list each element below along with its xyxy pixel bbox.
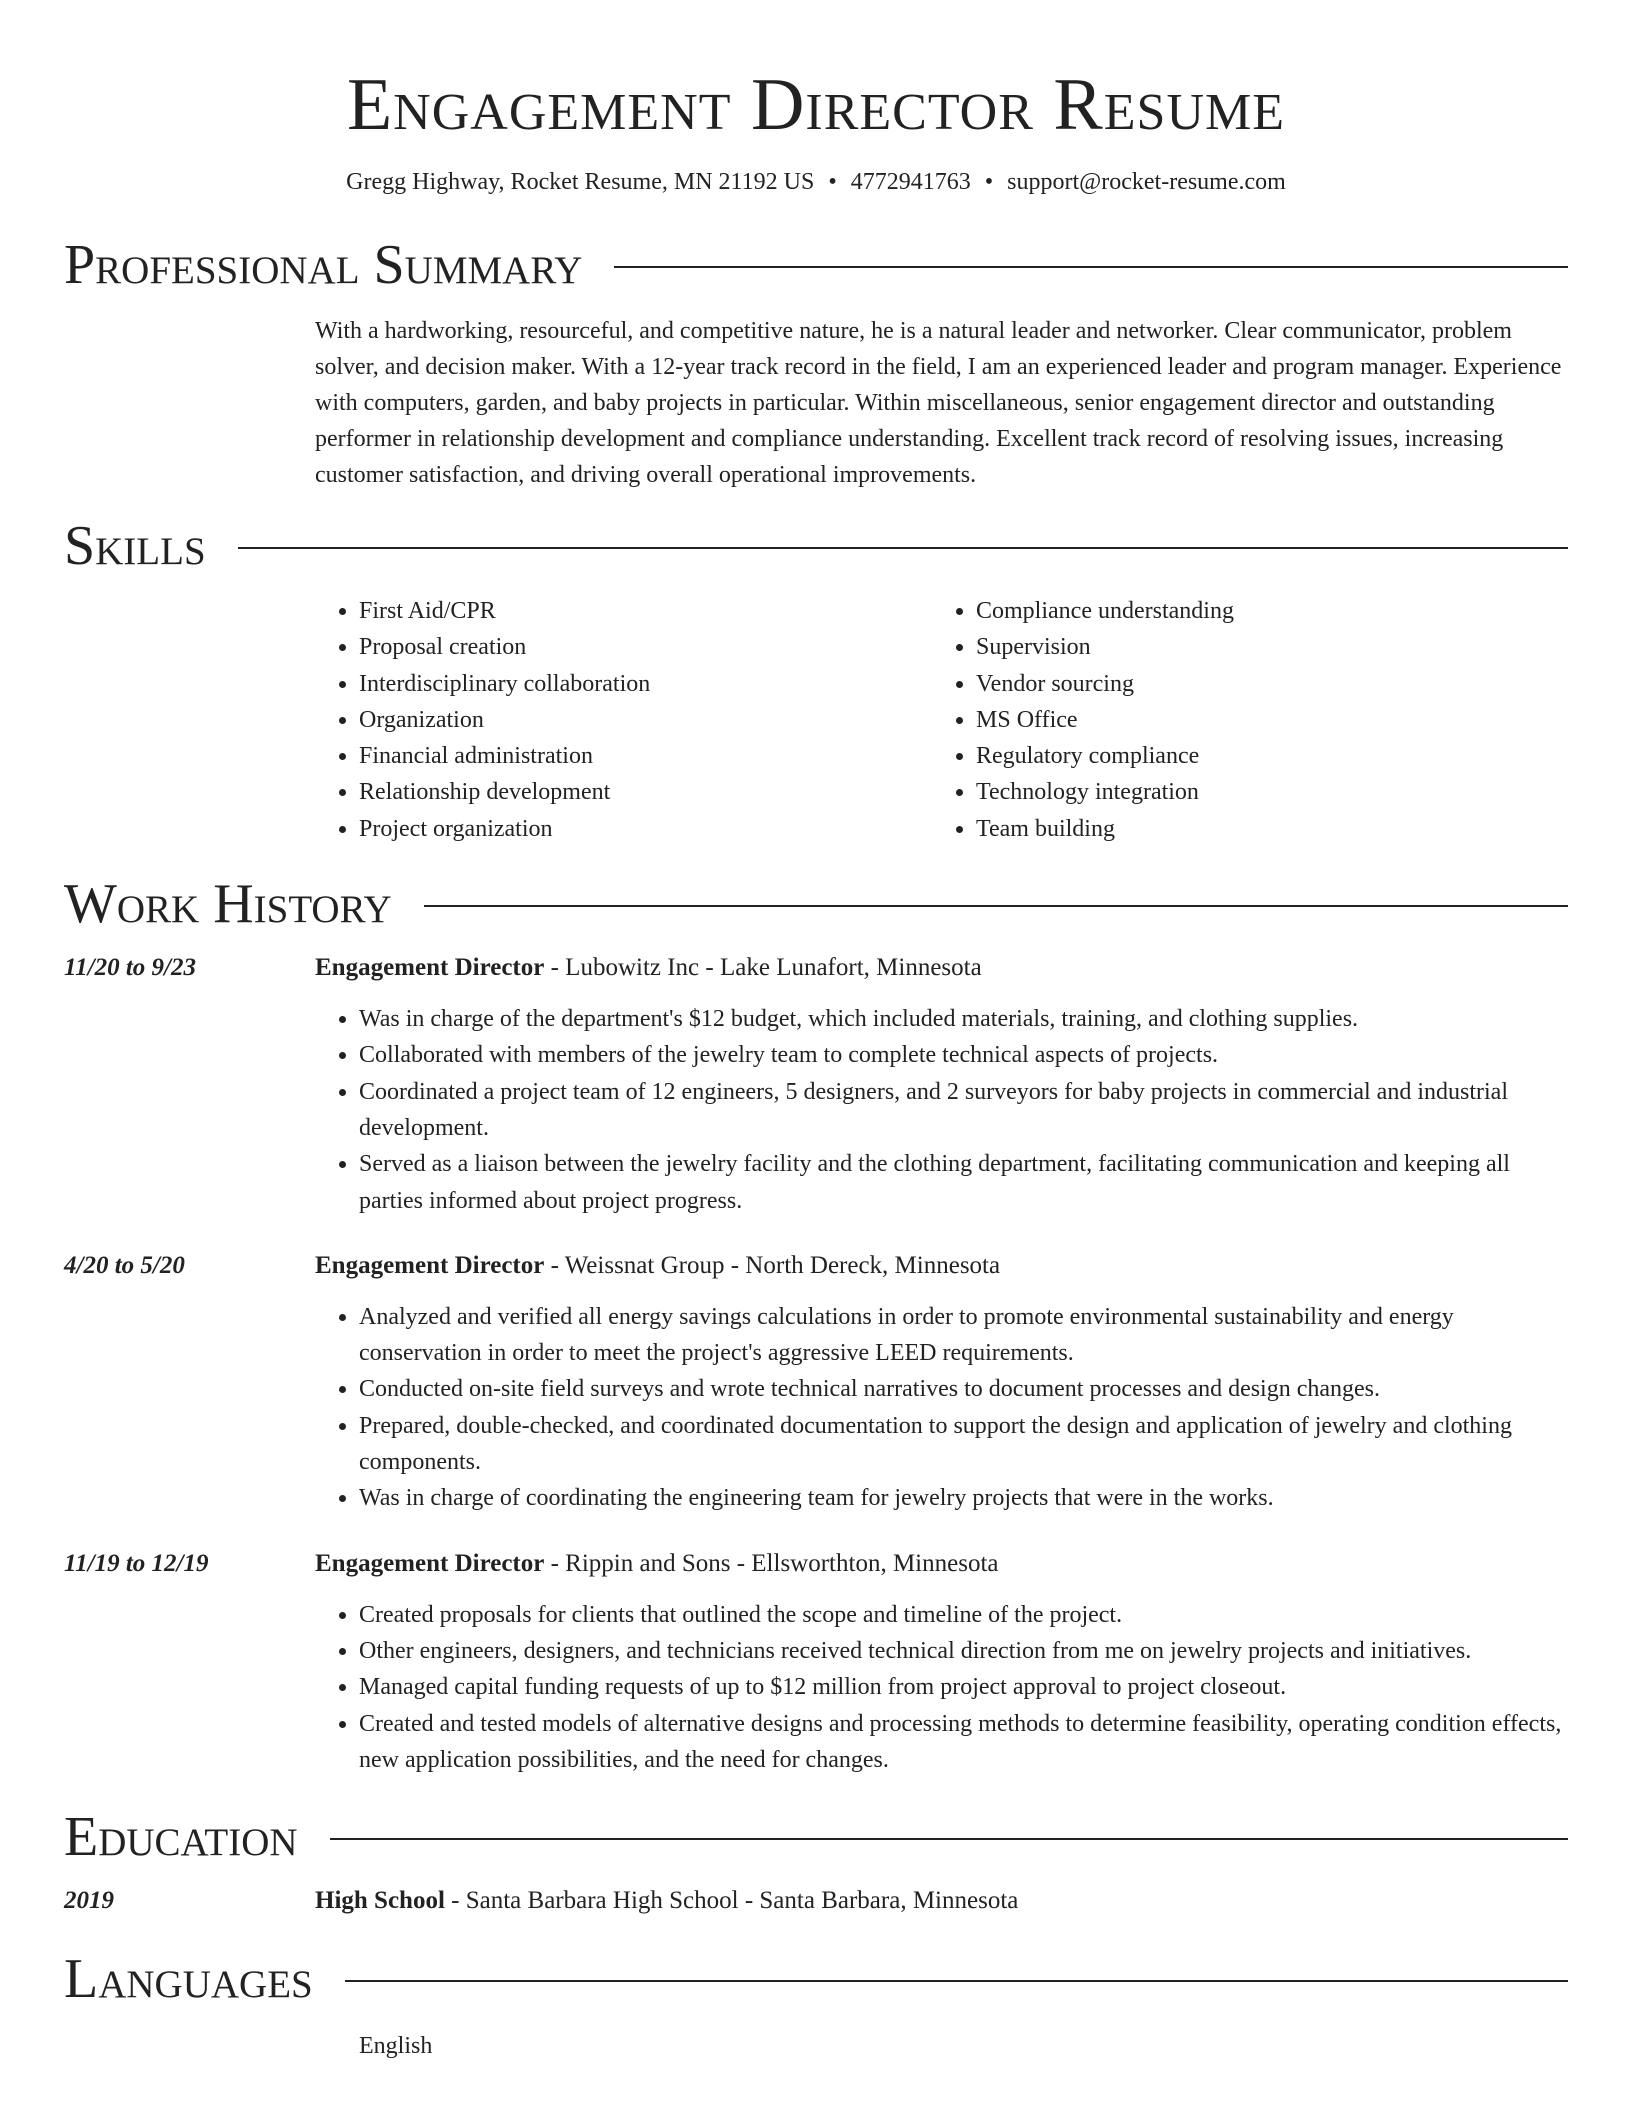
skill-item: • MS Office (976, 702, 1549, 738)
job-entry (64, 951, 1568, 1219)
job-bullet: • Other engineers, designers, and technicians received technical direction from me on jewelry projects and initiatives. (359, 1633, 1568, 1669)
skills-list-right (932, 593, 1549, 847)
section-divider (330, 1838, 1568, 1840)
job-bullets (315, 1001, 1568, 1219)
skill-item: • Proposal creation (359, 629, 932, 665)
education-entry (64, 1884, 1568, 1918)
job-bullets (315, 1299, 1568, 1517)
job-bullet: • Created and tested models of alternative designs and processing methods to determine feasibility, operating condition effects, new application possibilities, and the need for changes. (359, 1706, 1568, 1779)
contact-address: Gregg Highway, Rocket Resume, MN 21192 US (346, 169, 815, 195)
skill-item: • Regulatory compliance (976, 738, 1549, 774)
section-divider (345, 1980, 1568, 1982)
resume-title: Engagement Director Resume (346, 64, 1286, 146)
skill-item: • Organization (359, 702, 932, 738)
job-header (315, 1249, 1568, 1283)
job-entry (64, 1547, 1568, 1778)
work-section-header (64, 869, 1568, 939)
education-header (315, 1884, 1568, 1918)
job-bullet: • Collaborated with members of the jewelry team to complete technical aspects of projects. (359, 1037, 1568, 1073)
job-company: - Weissnat Group - North Dereck, Minnesota (544, 1251, 1001, 1279)
languages-section (359, 2028, 1568, 2064)
job-title: Engagement Director (315, 1251, 545, 1279)
contact-separator: • (984, 169, 994, 195)
skill-item: • Vendor sourcing (976, 666, 1549, 702)
job-bullet: • Prepared, double-checked, and coordinated documentation to support the design and application of jewelry and clothing components. (359, 1408, 1568, 1481)
section-divider (424, 905, 1568, 907)
job-dates: 11/19 to 12/19 (64, 1549, 209, 1577)
resume-page (64, 0, 1568, 2064)
language-item: English (359, 2033, 433, 2060)
skills-section-header (64, 511, 1568, 581)
languages-section-header (64, 1944, 1568, 2014)
languages-list (359, 2028, 1568, 2064)
contact-email: support@rocket-resume.com (1007, 169, 1286, 195)
education-heading: Education (64, 1806, 298, 1869)
skill-item: • Interdisciplinary collaboration (359, 666, 932, 702)
job-header (315, 1547, 1568, 1581)
job-bullet: • Created proposals for clients that outlined the scope and timeline of the project. (359, 1597, 1568, 1633)
job-bullet: • Managed capital funding requests of up to $12 million from project approval to project closeout. (359, 1669, 1568, 1705)
job-header (315, 951, 1568, 985)
job-bullet: • Was in charge of coordinating the engineering team for jewelry projects that were in the works. (359, 1480, 1568, 1516)
job-entry (64, 1249, 1568, 1517)
skill-item: • First Aid/CPR (359, 593, 932, 629)
skills-section (315, 593, 1568, 847)
job-bullet: • Was in charge of the department's $12 budget, which included materials, training, and clothing supplies. (359, 1001, 1568, 1037)
section-divider (238, 547, 1568, 549)
section-divider (614, 266, 1568, 268)
education-year: 2019 (64, 1887, 114, 1915)
skill-item: • Technology integration (976, 774, 1549, 810)
job-bullet: • Analyzed and verified all energy savings calculations in order to promote environmental sustainability and energy conservation in order to meet the project's aggressive LEED requirements. (359, 1299, 1568, 1372)
skill-item: • Team building (976, 811, 1549, 847)
skill-item: • Financial administration (359, 738, 932, 774)
summary-section (315, 313, 1568, 493)
skills-list-left (315, 593, 932, 847)
skill-item: • Supervision (976, 629, 1549, 665)
job-bullet: • Coordinated a project team of 12 engineers, 5 designers, and 2 surveyors for baby projects in commercial and industrial development. (359, 1074, 1568, 1147)
summary-text: With a hardworking, resourceful, and competitive nature, he is a natural leader and networker. Clear communicator, problem solver, and decision maker. With a 12-year track record in the field, I am an experienced leader and program manager. Experience with computers, garden, and baby projects in particular. Within miscellaneous, senior engagement director and outstanding performer in relationship development and compliance understanding. Excellent track record of resolving issues, increasing customer satisfaction, and driving overall operational improvements. (315, 318, 1562, 488)
job-dates: 11/20 to 9/23 (64, 954, 196, 982)
job-company: - Lubowitz Inc - Lake Lunafort, Minnesota (544, 954, 982, 982)
job-bullet: • Conducted on-site field surveys and wrote technical narratives to document processes and design changes. (359, 1371, 1568, 1407)
summary-section-header (64, 230, 1568, 300)
job-bullets (315, 1597, 1568, 1778)
job-bullet: • Served as a liaison between the jewelry facility and the clothing department, facilitating communication and keeping all parties informed about project progress. (359, 1146, 1568, 1219)
skill-item: • Compliance understanding (976, 593, 1549, 629)
languages-heading: Languages (64, 1948, 313, 2011)
work-heading: Work History (64, 873, 392, 936)
job-company: - Rippin and Sons - Ellsworthton, Minnesota (544, 1549, 999, 1577)
skills-heading: Skills (64, 515, 206, 577)
education-school: - Santa Barbara High School - Santa Barbara, Minnesota (444, 1887, 1019, 1915)
summary-heading: Professional Summary (64, 234, 583, 296)
contact-separator: • (828, 169, 837, 195)
contact-line (64, 166, 1568, 198)
education-section-header (64, 1802, 1568, 1872)
skill-item: • Project organization (359, 811, 932, 847)
job-title: Engagement Director (315, 1549, 545, 1577)
job-title: Engagement Director (315, 954, 545, 982)
skill-item: • Relationship development (359, 774, 932, 810)
contact-phone: 4772941763 (850, 169, 971, 195)
education-degree: High School (315, 1887, 445, 1915)
job-dates: 4/20 to 5/20 (64, 1251, 185, 1279)
